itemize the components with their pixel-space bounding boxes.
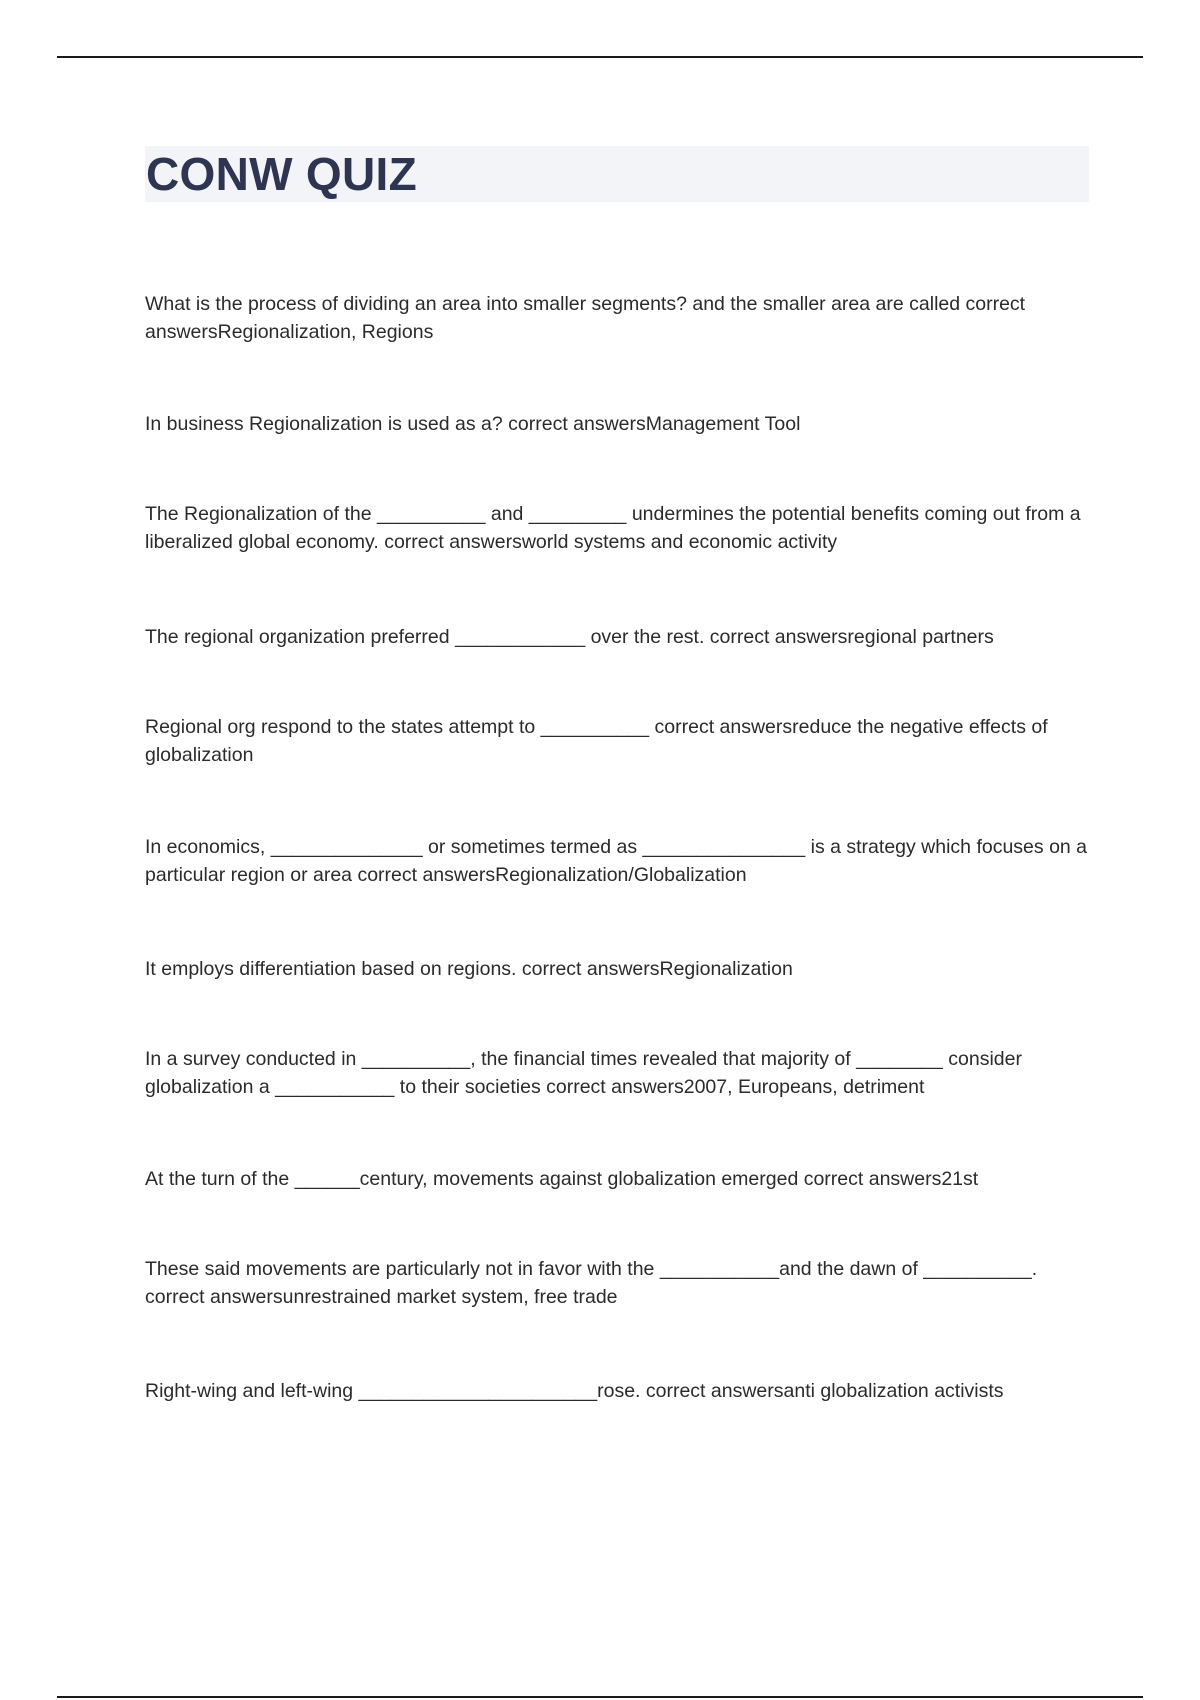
- quiz-item-3: The Regionalization of the __________ and _________ undermines the potential benefits coming out from a liberalized global economy. correct answersworld systems and economic activity: [145, 503, 1081, 553]
- page-title: CONW QUIZ: [146, 148, 417, 200]
- top-divider: [57, 56, 1143, 58]
- quiz-item-4: The regional organization preferred ____________ over the rest. correct answersregional partners: [145, 626, 994, 648]
- quiz-item-5: Regional org respond to the states attempt to __________ correct answersreduce the negative effects of globalization: [145, 716, 1048, 766]
- quiz-item-7: It employs differentiation based on regions. correct answersRegionalization: [145, 958, 793, 980]
- quiz-item-11: Right-wing and left-wing ______________________rose. correct answersanti globalization activists: [145, 1380, 1004, 1402]
- quiz-item-9: At the turn of the ______century, movements against globalization emerged correct answers21st: [145, 1168, 979, 1190]
- bottom-divider: [57, 1696, 1143, 1698]
- quiz-item-6: In economics, ______________ or sometimes termed as _______________ is a strategy which focuses on a particular region or area correct answersRegionalization/Globalization: [145, 836, 1088, 886]
- quiz-item-8: In a survey conducted in __________, the financial times revealed that majority of ________ consider globalization a ___________ to their societies correct answers2007, Europeans, detriment: [145, 1048, 1022, 1098]
- quiz-item-1: What is the process of dividing an area into smaller segments? and the smaller area are called correct answersRegionalization, Regions: [145, 293, 1026, 343]
- quiz-item-10: These said movements are particularly not in favor with the ___________and the dawn of __________. correct answersunrestrained market system, free trade: [145, 1258, 1038, 1308]
- quiz-item-2: In business Regionalization is used as a? correct answersManagement Tool: [145, 413, 801, 435]
